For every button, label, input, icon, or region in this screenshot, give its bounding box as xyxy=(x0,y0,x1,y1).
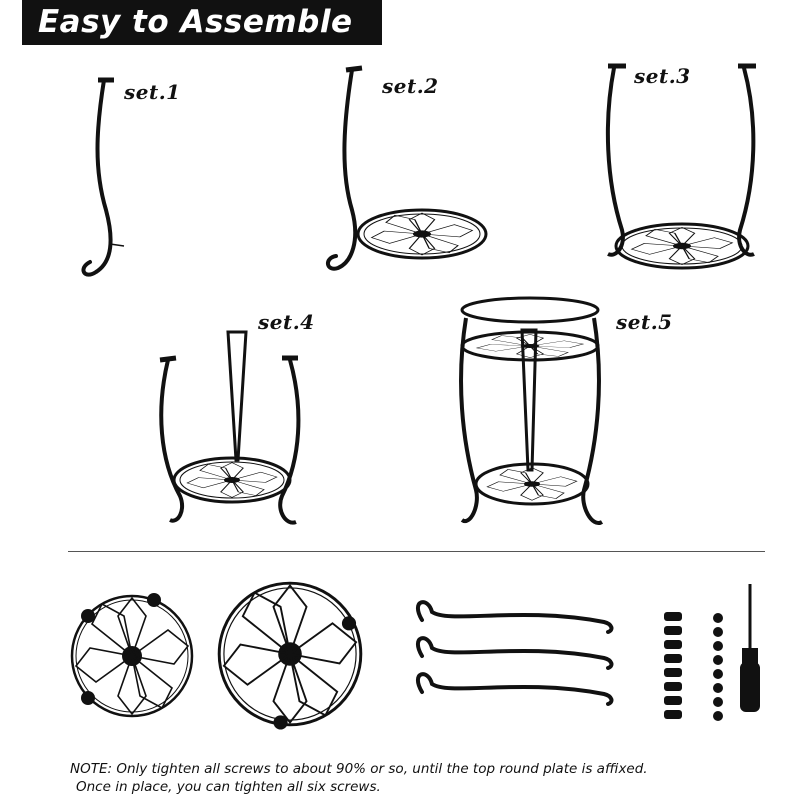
step1-leg-icon xyxy=(83,80,124,275)
assembly-note xyxy=(70,760,790,796)
top-round-plate-icon xyxy=(72,593,192,716)
note-line-1: NOTE: Only tighten all screws to about 90% or so, until the top round plate is affixed. xyxy=(70,761,648,777)
step4-three-legs-plate-icon xyxy=(160,332,298,523)
step-label-set2: set.2 xyxy=(382,74,439,98)
curved-legs-icon xyxy=(418,602,612,704)
step5-complete-stand-icon xyxy=(461,298,602,523)
title-text: Easy to Assemble xyxy=(38,4,353,40)
step3-two-legs-plate-icon xyxy=(608,66,756,268)
step-label-set3: set.3 xyxy=(634,64,691,88)
screws-nuts-icon xyxy=(664,612,723,721)
step-label-set1: set.1 xyxy=(124,80,181,104)
step-label-set5: set.5 xyxy=(616,310,673,334)
screwdriver-icon xyxy=(740,584,760,712)
step2-leg-plate-icon xyxy=(328,68,486,269)
step-label-set4: set.4 xyxy=(258,310,315,334)
section-divider xyxy=(68,551,765,552)
note-line-2: Once in place, you can tighten all six screws. xyxy=(76,779,381,795)
bottom-round-plate-icon xyxy=(219,583,361,729)
